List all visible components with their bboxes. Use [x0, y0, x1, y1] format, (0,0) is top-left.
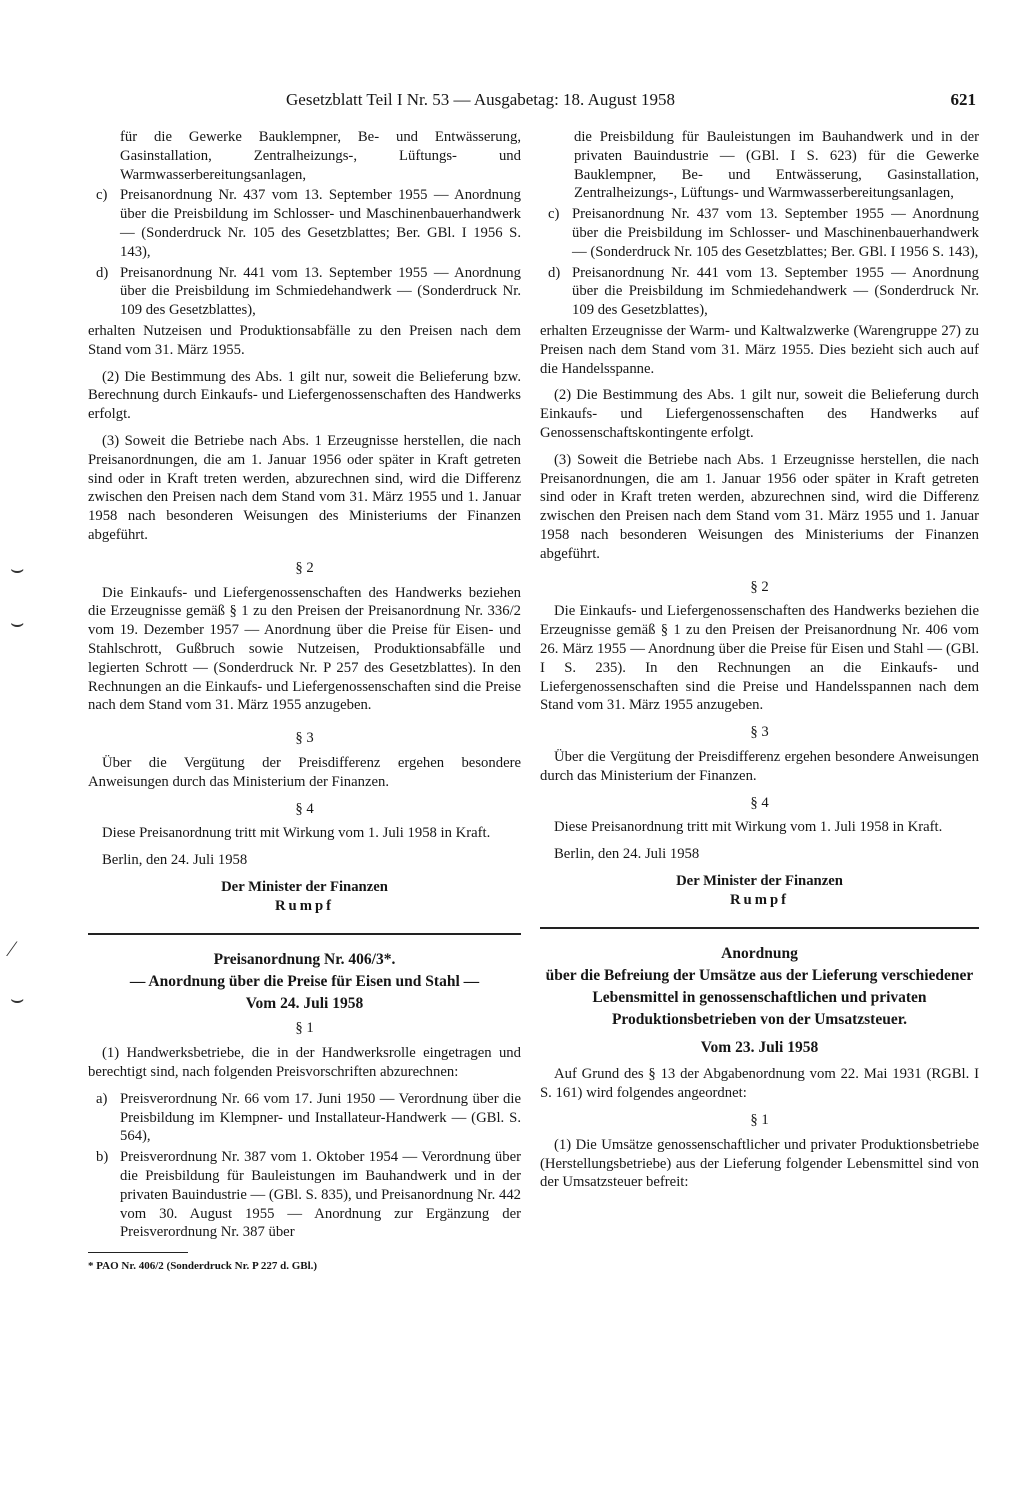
- section-heading: § 2: [750, 578, 769, 595]
- left-intro: für die Gewerke Bauklempner, Be- und Entwässerung, Gasinstallation, Zentralheizungs-, Lüftungs- und Warmwasserbereitungsanlagen,: [120, 129, 521, 183]
- right-outro: erhalten Erzeugnisse der Warm- und Kaltwalzwerke (Warengruppe 27) zu Preisen nach dem Stand vom 31. März 1955. Dies bezieht sich auch auf die Handelsspanne.: [540, 322, 979, 377]
- place-date: Berlin, den 24. Juli 1958: [554, 846, 700, 863]
- margin-mark-icon: ⌣: [10, 986, 25, 1011]
- footnote-divider: [88, 1252, 188, 1253]
- new-section-1-text: (1) Handwerksbetriebe, die in der Handwerksrolle eingetragen und berechtigt sind, nach folgenden Preisvorschriften abzurechnen:: [88, 1045, 521, 1081]
- list-item: [96, 1148, 521, 1242]
- new-date: Vom 23. Juli 1958: [700, 1039, 819, 1057]
- item-label: c): [548, 206, 560, 223]
- new-intro: Auf Grund des § 13 der Abgabenordnung vom 22. Mai 1931 (RGBl. I S. 161) wird folgendes angeordnet:: [540, 1066, 979, 1102]
- section-4-text: Diese Preisanordnung tritt mit Wirkung vom 1. Juli 1958 in Kraft.: [102, 825, 491, 842]
- new-title: Preisanordnung Nr. 406/3*.: [213, 951, 396, 969]
- page-number: 621: [950, 90, 976, 109]
- item-text: Preisverordnung Nr. 66 vom 17. Juni 1950 — Verordnung über die Preisbildung im Klempner- und Installateur-Handwerk — (GBl. S. 564),: [120, 1090, 521, 1145]
- section-heading: § 1: [750, 1112, 769, 1129]
- new-subtitle: — Anordnung über die Preise für Eisen und Stahl —: [129, 973, 480, 991]
- section-2-text: Die Einkaufs- und Liefergenossenschaften des Handwerks beziehen die Erzeugnisse gemäß § 1 zu den Preisen der Preisanordnung Nr. 406 vom 26. März 1955 — Anordnung über die Preise für Eisen und Stahl — (GBl. I S. 235). In den Rechnungen an die Einkaufs- und Liefergenossenschaften sind die Preise und Handelsspannen nach dem Stand vom 31. März 1955 anzugeben.: [540, 603, 979, 714]
- new-date: Vom 24. Juli 1958: [245, 995, 364, 1013]
- right-column: [540, 128, 979, 1200]
- signer-title: Der Minister der Finanzen: [676, 872, 843, 889]
- signer-name: Rumpf: [274, 897, 335, 914]
- new-title: Anordnung: [721, 945, 798, 963]
- paragraph-2: (2) Die Bestimmung des Abs. 1 gilt nur, soweit die Belieferung durch Einkaufs- und Liefergenossenschaften des Handwerks auf Genossenschaftskontingente erfolgt.: [540, 387, 979, 441]
- item-text: Preisanordnung Nr. 437 vom 13. September 1955 — Anordnung über die Preisbildung im Schlosser- und Maschinenbauerhandwerk — (Sonderdruck Nr. 105 des Gesetzblattes; Ber. GBl. I 1956 S. 143),: [572, 206, 979, 260]
- item-label: d): [548, 264, 561, 281]
- footnote: * PAO Nr. 406/2 (Sonderdruck Nr. P 227 d. GBl.): [88, 1260, 318, 1273]
- new-section-1-text: (1) Die Umsätze genossenschaftlicher und privater Produktionsbetriebe (Herstellungsbetriebe) aus der Lieferung folgender Lebensmittel sind von der Umsatzsteuer befreit:: [540, 1136, 979, 1191]
- signer-title: Der Minister der Finanzen: [221, 878, 388, 895]
- left-column: [88, 128, 521, 1276]
- section-heading: § 4: [295, 800, 314, 817]
- place-date: Berlin, den 24. Juli 1958: [102, 852, 248, 869]
- page-header: [286, 90, 976, 114]
- paragraph-2: (2) Die Bestimmung des Abs. 1 gilt nur, soweit die Belieferung bzw. Berechnung durch Einkaufs- und Liefergenossenschaften des Handwerks erfolgt.: [88, 368, 521, 423]
- margin-mark-icon: ⁄: [10, 936, 14, 961]
- list-item: [96, 264, 521, 320]
- section-3-text: Über die Vergütung der Preisdifferenz ergehen besondere Anweisungen durch das Ministerium der Finanzen.: [540, 748, 979, 784]
- list-item: [96, 1090, 521, 1146]
- section-heading: § 3: [750, 724, 769, 741]
- section-heading: § 2: [295, 559, 314, 576]
- list-item: [548, 205, 979, 261]
- list-item: [96, 186, 521, 261]
- new-subtitle: über die Befreiung der Umsätze aus der Lieferung verschiedener Lebensmittel in genossenschaftlichen und privaten Produktionsbetrieben von der Umsatzsteuer.: [545, 967, 974, 1029]
- section-heading: § 3: [295, 730, 314, 747]
- running-title: Gesetzblatt Teil I Nr. 53 — Ausgabetag: 18. August 1958: [286, 90, 675, 109]
- item-text: Preisanordnung Nr. 441 vom 13. September 1955 — Anordnung über die Preisbildung im Schmiedehandwerk — (Sonderdruck Nr. 109 des Gesetzblattes),: [120, 264, 521, 319]
- item-label: d): [96, 264, 109, 281]
- section-heading: § 1: [295, 1020, 314, 1037]
- item-text: Preisanordnung Nr. 441 vom 13. September 1955 — Anordnung über die Preisbildung im Schmiedehandwerk — (Sonderdruck Nr. 109 des Gesetzblattes),: [572, 264, 979, 319]
- section-2-text: Die Einkaufs- und Liefergenossenschaften des Handwerks beziehen die Erzeugnisse gemäß § 1 zu den Preisen der Preisanordnung Nr. 336/2 vom 19. Dezember 1957 — Anordnung über die Preise für Eisen- und Stahlschrott, Gußbruch sowie Nutzeisen, Produktionsabfälle und legierten Schrott — (Sonderdruck Nr. P 257 des Gesetzblattes). In den Rechnungen an die Einkaufs- und Liefergenossenschaften sind die Preise nach dem Stand vom 31. März 1955 anzugeben.: [88, 584, 521, 714]
- margin-mark-icon: ⌣: [10, 610, 25, 635]
- item-label: b): [96, 1149, 109, 1166]
- section-heading: § 4: [750, 794, 769, 811]
- section-4-text: Diese Preisanordnung tritt mit Wirkung vom 1. Juli 1958 in Kraft.: [554, 819, 943, 836]
- left-outro: erhalten Nutzeisen und Produktionsabfälle zu den Preisen nach dem Stand vom 31. März 1955.: [88, 322, 521, 358]
- list-item: [548, 264, 979, 320]
- right-intro: die Preisbildung für Bauleistungen im Bauhandwerk und in der privaten Bauindustrie — (GBl. I S. 623) für die Gewerke Bauklempner, Be- und Entwässerung, Gasinstallation, Zentralheizungs-, Lüftungs- und Warmwasserbereitungsanlagen,: [574, 129, 979, 202]
- paragraph-3: (3) Soweit die Betriebe nach Abs. 1 Erzeugnisse herstellen, die nach Preisanordnungen, die am 1. Januar 1956 oder später in Kraft getreten sind oder in Kraft treten werden, abzurechnen sind, wird die Differenz zwischen den Preisen nach dem Stand vom 31. März 1955 und 1. Januar 1958 nach besonderen Weisungen des Ministeriums der Finanzen abgeführt.: [88, 432, 521, 543]
- item-text: Preisanordnung Nr. 437 vom 13. September 1955 — Anordnung über die Preisbildung im Schlosser- und Maschinenbauerhandwerk — (Sonderdruck Nr. 105 des Gesetzblattes; Ber. GBl. I 1956 S. 143),: [120, 187, 521, 260]
- item-text: Preisverordnung Nr. 387 vom 1. Oktober 1954 — Verordnung über die Preisbildung für Bauleistungen im Bauhandwerk und in der privaten Bauindustrie — (GBl. S. 835), und Preisanordnung Nr. 442 vom 30. August 1955 — Anordnung zur Ergänzung der Preisverordnung Nr. 387 über: [120, 1149, 522, 1241]
- item-label: a): [96, 1090, 108, 1107]
- section-divider: [540, 927, 979, 929]
- paragraph-3: (3) Soweit die Betriebe nach Abs. 1 Erzeugnisse herstellen, die nach Preisanordnungen, die am 1. Januar 1956 oder später in Kraft getreten sind oder in Kraft treten werden, abzurechnen sind, wird die Differenz zwischen den Preisen nach dem Stand vom 31. März 1955 und 1. Januar 1958 nach besonderen Weisungen des Ministeriums der Finanzen abgeführt.: [540, 451, 979, 562]
- margin-mark-icon: ⌣: [10, 556, 25, 581]
- section-3-text: Über die Vergütung der Preisdifferenz ergehen besondere Anweisungen durch das Ministerium der Finanzen.: [88, 754, 521, 790]
- item-label: c): [96, 187, 108, 204]
- section-divider: [88, 933, 521, 935]
- signer-name: Rumpf: [729, 891, 790, 908]
